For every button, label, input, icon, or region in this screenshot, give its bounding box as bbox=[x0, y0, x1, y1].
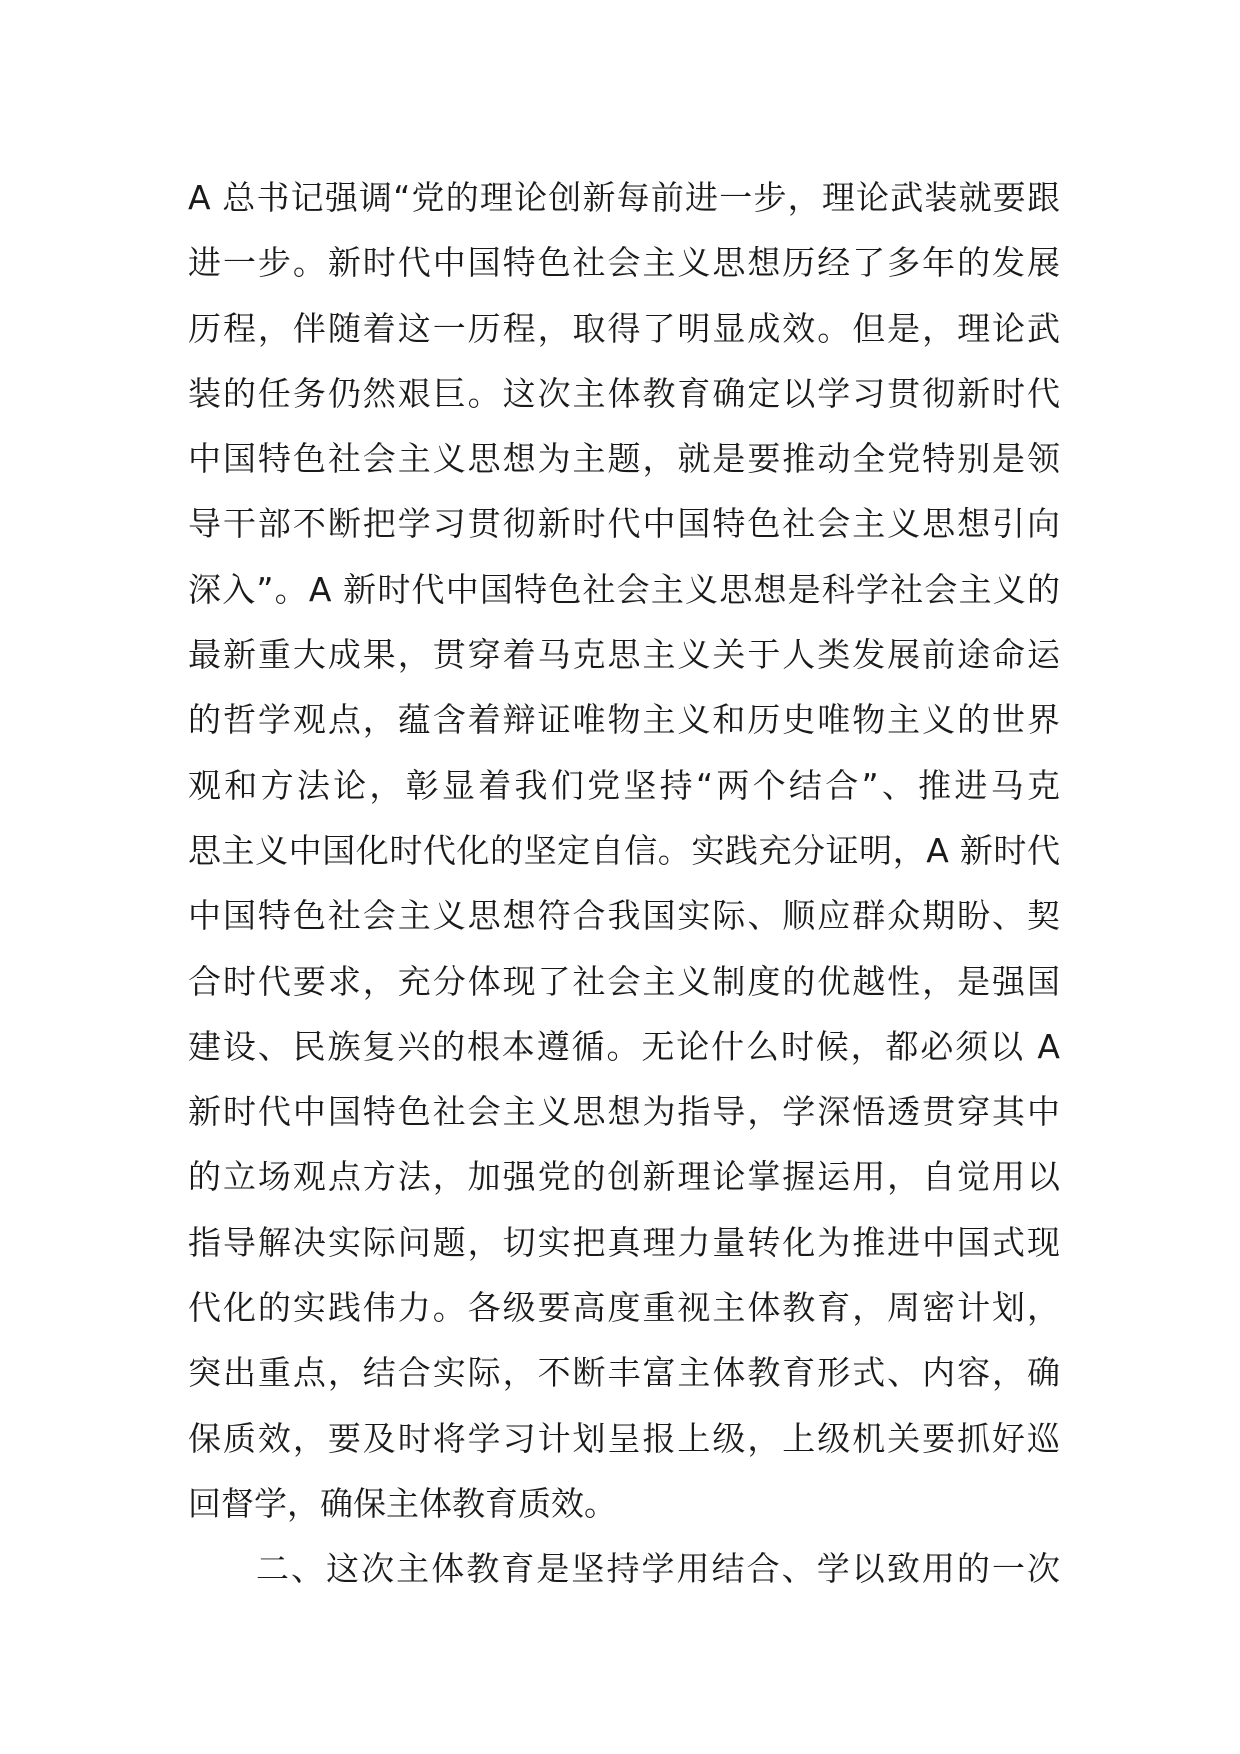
text-line: 历程，伴随着这一历程，取得了明显成效。但是，理论武 bbox=[188, 308, 1060, 348]
text-line: 指导解决实际问题，切实把真理力量转化为推进中国式现 bbox=[188, 1222, 1060, 1262]
text-line: 的哲学观点，蕴含着辩证唯物主义和历史唯物主义的世界 bbox=[188, 700, 1060, 740]
paragraph-section-two bbox=[188, 1536, 1060, 1601]
text-line: 代化的实践伟力。各级要高度重视主体教育，周密计划， bbox=[188, 1288, 1060, 1328]
text-line: 突出重点，结合实际，不断丰富主体教育形式、内容，确 bbox=[188, 1353, 1060, 1393]
text-line: 观和方法论，彰显着我们党坚持“两个结合”、推进马克 bbox=[188, 765, 1060, 805]
text-line: 深入”。A 新时代中国特色社会主义思想是科学社会主义的 bbox=[188, 569, 1060, 609]
section-heading-line: 二、这次主体教育是坚持学用结合、学以致用的一次 bbox=[256, 1549, 1060, 1589]
text-line: 中国特色社会主义思想为主题，就是要推动全党特别是领 bbox=[188, 439, 1060, 479]
text-line: A 总书记强调“党的理论创新每前进一步，理论武装就要跟 bbox=[188, 178, 1060, 217]
text-line: 中国特色社会主义思想符合我国实际、顺应群众期盼、契 bbox=[188, 896, 1060, 936]
text-line: 新时代中国特色社会主义思想为指导，学深悟透贯穿其中 bbox=[188, 1092, 1060, 1132]
text-line: 最新重大成果，贯穿着马克思主义关于人类发展前途命运 bbox=[188, 635, 1060, 675]
text-line: 的立场观点方法，加强党的创新理论掌握运用，自觉用以 bbox=[188, 1157, 1060, 1197]
text-line: 思主义中国化时代化的坚定自信。实践充分证明，A 新时代 bbox=[188, 830, 1060, 870]
text-line: 导干部不断把学习贯彻新时代中国特色社会主义思想引向 bbox=[188, 504, 1060, 544]
body-text bbox=[188, 165, 1060, 1602]
text-line: 合时代要求，充分体现了社会主义制度的优越性，是强国 bbox=[188, 961, 1060, 1001]
text-line: 回督学，确保主体教育质效。 bbox=[188, 1483, 617, 1523]
text-line: 建设、民族复兴的根本遵循。无论什么时候，都必须以 A bbox=[188, 1026, 1060, 1066]
text-line: 进一步。新时代中国特色社会主义思想历经了多年的发展 bbox=[188, 243, 1060, 283]
text-line: 装的任务仍然艰巨。这次主体教育确定以学习贯彻新时代 bbox=[188, 373, 1060, 413]
paragraph-theory-study bbox=[188, 165, 1060, 1536]
text-line: 保质效，要及时将学习计划呈报上级，上级机关要抓好巡 bbox=[188, 1418, 1060, 1458]
